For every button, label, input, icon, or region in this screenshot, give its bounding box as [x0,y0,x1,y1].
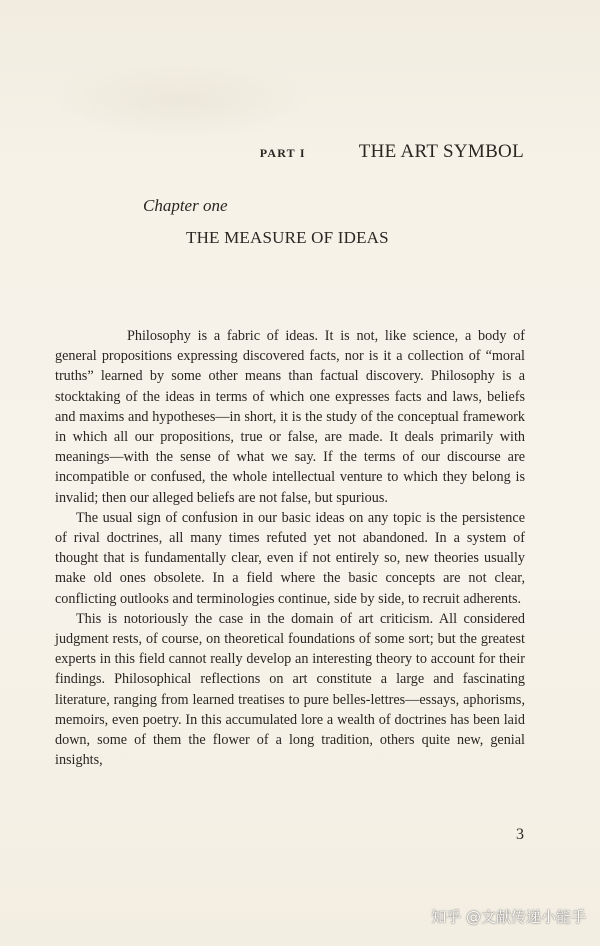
chapter-title: THE MEASURE OF IDEAS [186,228,389,247]
chapter-label: Chapter one [143,196,228,215]
running-header [260,141,524,163]
watermark: 知乎 @文献传递小能手 [431,908,586,926]
paragraph: This is notoriously the case in the domain of art criticism. All considered judgment rests, of course, on theoretical foundations of some sort; but the greatest experts in this field cannot really develop an interesting theory to account for their findings. Philosophical reflections on art constitute a large and fascinating literature, ranging from learned treatises to pure belles-lettres—essays, aphorisms, memoirs, even poetry. In this accumulated lore a wealth of doctrines has been laid down, some of them the flower of a long tradition, others quite new, genial insights, [55,610,525,769]
body-text [55,326,525,770]
paragraph: The usual sign of confusion in our basic ideas on any topic is the persistence of rival doctrines, all many times refuted yet not abandoned. In a system of thought that is fundamentally clear, even if not entirely so, new theories usually make old ones obsolete. In a field where the basic concepts are not clear, conflicting outlooks and terminologies continue, side by side, to recruit adherents. [55,509,525,607]
part-label: PART I [259,146,306,160]
paragraph: Philosophy is a fabric of ideas. It is not, like science, a body of general propositions expressing discovered facts, nor is it a collection of “moral truths” learned by some other means than factual discovery. Philosophy is a stocktaking of the ideas in terms of which one expresses facts and laws, beliefs and maxims and hypotheses—in short, it is the study of the conceptual framework in which all our propositions, true or false, are made. It deals primarily with meanings—with the sense of what we say. If the terms of our discourse are incompatible or confused, the whole intellectual venture to which they belong is invalid; then our alleged beliefs are not false, but spurious. [55,328,525,506]
paper-smudge [50,60,310,140]
page-number: 3 [516,826,524,843]
part-title: THE ART SYMBOL [358,141,524,162]
